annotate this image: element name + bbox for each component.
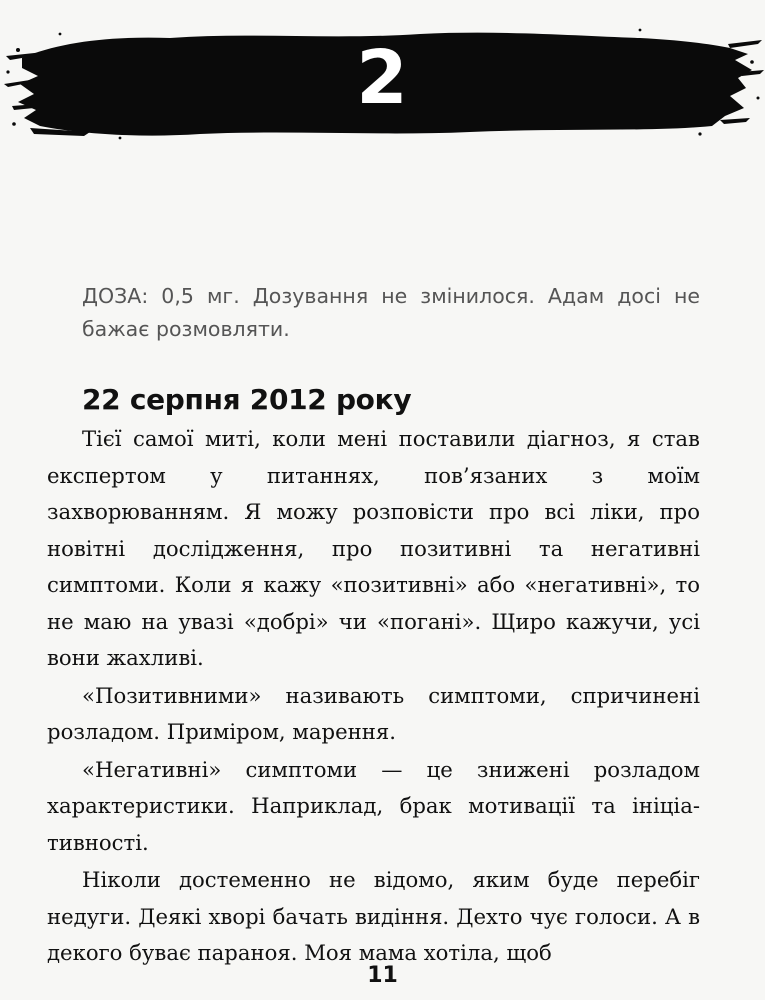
chapter-number: 2 <box>356 35 409 121</box>
paragraph: Ніколи достеменно не відомо, яким буде перебіг недуги. Деякі хворі бачать видіння. Дехто чує голоси. А в декого буває параноя. Моя мама хотіла, щоб <box>47 867 700 965</box>
paragraph: «Позитивними» називають симптоми, спричинені розладом. Приміром, марення. <box>47 682 700 744</box>
paragraph: «Негативні» симптоми — це знижені розладом характеристики. Наприклад, брак мотивації та ініціативності. <box>47 756 700 855</box>
page-number: 11 <box>367 963 398 988</box>
dose-note: ДОЗА: 0,5 мг. Дозування не змінилося. Адам досі не бажає розмовляти. <box>82 284 700 341</box>
paragraph: Тієї самої миті, коли мені поставили діагноз, я став експертом у питаннях, пов’язаних з моїм захворюванням. Я можу розповісти про всі ліки, про новітні дослідження, про позитивні та негативні симптоми. Коли я кажу «позитивні» або «негативні», то не маю на увазі «добрі» чи «погані». Щиро кажучи, усі вони жахливі. <box>47 426 700 670</box>
body-text <box>47 421 700 973</box>
date-heading: 22 серпня 2012 року <box>82 383 412 416</box>
